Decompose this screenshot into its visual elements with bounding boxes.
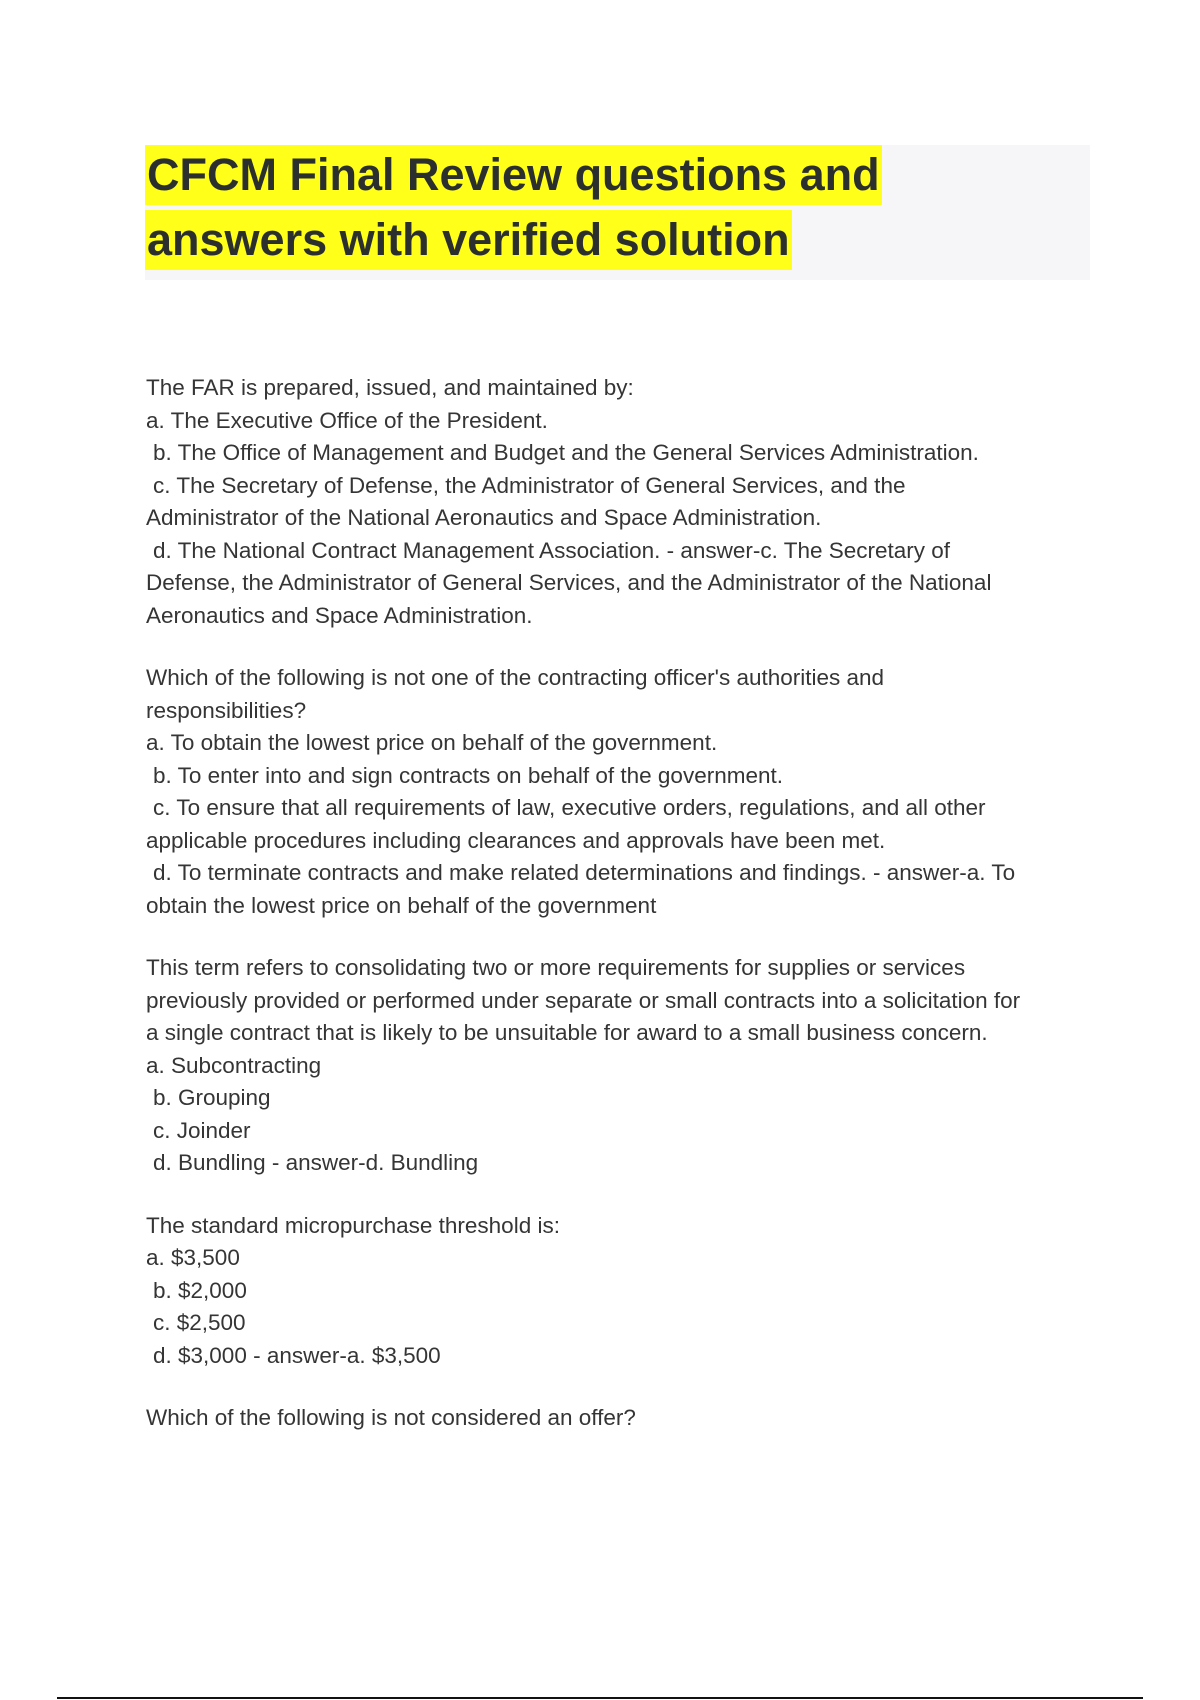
question-text-line: responsibilities? bbox=[146, 697, 307, 723]
question-text-line: d. The National Contract Management Association. - answer-c. The Secretary of bbox=[153, 537, 951, 563]
question-text-line: b. The Office of Management and Budget and the General Services Administration. bbox=[153, 440, 979, 465]
question-text-line: The FAR is prepared, issued, and maintained by: bbox=[146, 375, 634, 400]
questions-list bbox=[146, 372, 1096, 1465]
question-text-line: d. Bundling - answer-d. Bundling bbox=[153, 1150, 479, 1175]
question-text-line: b. $2,000 bbox=[153, 1277, 247, 1303]
question-text-line: a. Subcontracting bbox=[146, 1052, 322, 1078]
question-text-line: a. To obtain the lowest price on behalf of the government. bbox=[146, 730, 718, 755]
question-text-line: c. The Secretary of Defense, the Administrator of General Services, and the bbox=[153, 472, 906, 498]
question-text-line: This term refers to consolidating two or more requirements for supplies or services bbox=[146, 955, 966, 980]
question-text-line: The standard micropurchase threshold is: bbox=[146, 1212, 560, 1238]
question-text-line: c. Joinder bbox=[153, 1117, 251, 1143]
question-block bbox=[146, 952, 1096, 1180]
question-block bbox=[146, 1210, 1096, 1373]
question-text-line: obtain the lowest price on behalf of the government bbox=[146, 892, 657, 918]
question-text-line: d. $3,000 - answer-a. $3,500 bbox=[153, 1342, 441, 1368]
question-text-line: c. To ensure that all requirements of law, executive orders, regulations, and all other bbox=[153, 795, 986, 820]
question-text-line: b. Grouping bbox=[153, 1085, 271, 1110]
document-title-line-1: CFCM Final Review questions and bbox=[145, 145, 882, 205]
question-text-line: d. To terminate contracts and make related determinations and findings. - answer-a. To bbox=[153, 860, 1016, 885]
page-bottom-rule bbox=[57, 1697, 1143, 1699]
document-title-line-2: answers with verified solution bbox=[145, 210, 792, 270]
question-text-line: Which of the following is not one of the contracting officer's authorities and bbox=[146, 665, 885, 690]
document-title-block bbox=[145, 145, 1090, 280]
question-text-line: Which of the following is not considered an offer? bbox=[146, 1405, 636, 1430]
question-text-line: applicable procedures including clearances and approvals have been met. bbox=[146, 827, 886, 853]
question-text-line: Aeronautics and Space Administration. bbox=[146, 602, 533, 628]
question-text-line: a single contract that is likely to be unsuitable for award to a small business concern. bbox=[146, 1020, 988, 1045]
question-block bbox=[146, 662, 1096, 922]
question-block bbox=[146, 372, 1096, 632]
question-text-line: b. To enter into and sign contracts on behalf of the government. bbox=[153, 762, 783, 788]
question-text-line: c. $2,500 bbox=[153, 1310, 246, 1335]
question-text-line: a. The Executive Office of the President. bbox=[146, 407, 548, 433]
question-text-line: a. $3,500 bbox=[146, 1245, 240, 1270]
question-text-line: Administrator of the National Aeronautics and Space Administration. bbox=[146, 505, 822, 530]
question-text-line: Defense, the Administrator of General Services, and the Administrator of the National bbox=[146, 570, 992, 595]
question-block bbox=[146, 1402, 1096, 1435]
question-text-line: previously provided or performed under separate or small contracts into a solicitation for bbox=[146, 987, 1021, 1013]
